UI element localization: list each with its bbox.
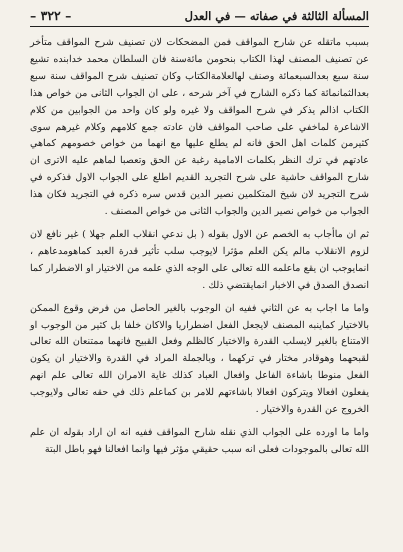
page-body [30,35,369,459]
page-number: – ٣٢٢ – [30,8,72,23]
running-title: المسألة الثالثة في صفاته — في العدل [184,9,369,23]
paragraph: واما ما اجاب به عن الثاني ففيه ان الوجوب بالغير الحاصل من فرض وقوع الممكن بالاختيار كماينبه المصنف لايجعل الفعل اضطراريا والاكان خلفا بل كثير من الوجوب او الامتناع بالغير لايسلب القدرة والاختيار كالظلم وفعل القبيح فانهما ممتنعان الله تعالى لقبحهما وهوقادر مختار في تركهما ، وبالجملة المراد في القدرة والاختيار ان يكون الفعل منوطا باشاءة الفاعل وافعال العباد كذلك غاية الامران الله تعالى علم انهم يفعلون افعالا ويتركون افعالا باشاءتهم للامر بن كماعلم ذلك في حقه تعالى ولايوجب الخروج عن القدرة والاختيار . [30,302,369,416]
page-header [30,6,369,27]
paragraph: واما ما اورده على الجواب الذي نقله شارح المواقف ففيه انه ان اراد بقوله ان علم الله تعالى بالموجودات فعلى انه سبب حقيقي مؤثر فيها وانما افعالنا فهو باطل البتة [30,426,369,455]
paragraph: بسبب ماتقله عن شارح المواقف فمن المضحكات لان تصنيف شرح المواقف متأخر عن تصنيف المصنف لهذا الكتاب بنحومن مائةسنة فان السلطان محمد خدابنده تشيع سنة سبع بعدالسبعمائة وصنف لهالعلامةالكتاب وكان تصنيف شرح المواقف سنة سبع بعدالثمانمائة كما ذكره الشارح في آخر شرحه ، على ان الجواب الثانى من خواص هذا الكتاب اذالم يذكر في شرح المواقف ولا غيره ولو كان واحد من الجوابين من كلام الاشاعرة لماخفي على صاحب المواقف فان عادته جمع كلامهم وكلام غيرهم سوى كثيرمن كلمات اهل الحق فانه لم يطلع عليها مع انهما من خواص خصومهم كماهي عادتهم في ترك النظر بكلمات الامامية رغبة عن الحق وتعصبا لماهم عليه الاترى ان شارح المواقف حاشية على شرح التجريد القديم اطلع على الجواب الاول فذكره في شرح التجريد لان شيخ المتكلمين نصير الدين قدس سره ذكره في التجريد فكان هذا الجواب من خواص نصير الدين والجواب الثانى من خواص المصنف . [30,37,369,218]
paragraph: ثم ان ماأجاب به الخصم عن الاول بقوله ( بل ندعي انقلاب العلم جهلا ) غير نافع لان لزوم الانقلاب مالم يكن العلم مؤثرا لايوجب سلب تأثير قدرة العبد كماهومدعاهم ، انمايوجب ان يقع ماعلمه الله تعالى على الوجه الذي علمه من الاختيار او الاضطرار كما انصدق الصدق في الاخبار انمايقتضي ذلك . [30,228,369,291]
